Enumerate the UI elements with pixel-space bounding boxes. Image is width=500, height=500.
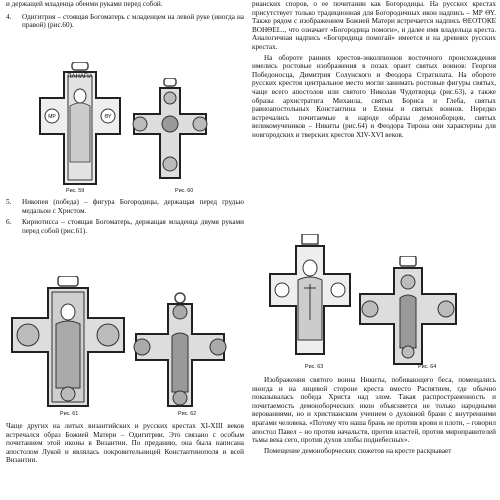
right-paragraph-3: Изображения святого воина Никиты, побивающего беса, помещались иногда и на лицевой стороне креста вместо Распятием, где обычно показывалась победа Христа над злом. Такая распространенность и почитаемость демоноборческих икон объясняется не только народными верованиями, но и христианским учением о духовной брани с внутренними врагами человека. «Потому что наша брань не против крови и плоти, – говорил апостол Павел – но против начальств, против властей, против мироправителей тьмы века сего, против духов злобы поднебесных». xyxy=(252,376,496,445)
right-paragraph-2: На обороте ранних крестов-энколпионов восточного происхождения имелись ростовые изображения в позах орант святых воинов: Георгия Победоносца, Димитрия Солунского и Феодора Стратилата. На обороте русских крестов центральное место могли занимать ростовые фигуры святых, чаще всего апостолов или святого Николая Чудотворца (рис.63), а также образы архистратига Михаила, святых Бориса и Глеба, святых равноапостольных Константина и Елены и святых воинов. Нередко встречались почитаемые в народе образы демоноборцев, святых великомучеников – Никиты (рис.64) и Феодора Тирона они характерны для новгородских и тверских крестов XIV-XVI веков. xyxy=(252,53,496,139)
left-column-list xyxy=(6,198,244,235)
fig59-left-label: МР xyxy=(48,114,56,120)
list-item-6 xyxy=(6,218,244,235)
list-item-4 xyxy=(6,13,244,30)
ornate-cross-image xyxy=(130,292,230,410)
figure-64 xyxy=(356,256,460,368)
left-paragraph-top: и держащей младенца обеими руками перед собой. xyxy=(6,0,163,8)
list-text: Кириотисса – стоящая Богоматерь, держащая младенца двумя руками перед собой (рис.61). xyxy=(22,218,244,235)
left-column-bottom xyxy=(6,422,244,465)
fig60-caption: Рис. 60 xyxy=(175,188,194,194)
figure-63 xyxy=(268,234,352,362)
figure-61 xyxy=(8,276,128,410)
list-item-5 xyxy=(6,198,244,215)
nicholas-cross-image xyxy=(268,234,352,362)
list-number: 4. xyxy=(6,12,12,21)
list-number: 5. xyxy=(6,198,12,206)
figure-59 xyxy=(38,62,122,192)
figure-62 xyxy=(130,292,230,410)
fig61-caption: Рис. 61 xyxy=(60,411,79,417)
fig59-top-label: ПАНАГІА xyxy=(67,74,93,80)
right-column-bottom xyxy=(252,376,496,455)
nikita-cross-image xyxy=(356,256,460,368)
list-number: 6. xyxy=(6,218,12,227)
fig64-caption: Рис. 64 xyxy=(418,364,437,370)
right-paragraph-4: Помещение демоноборческих сюжетов на кресте раскрывает xyxy=(264,446,452,455)
fig59-caption: Рис. 59 xyxy=(66,188,85,194)
right-column-top xyxy=(252,0,496,140)
fig63-caption: Рис. 63 xyxy=(305,364,324,370)
fig59-right-label: ΘΥ xyxy=(104,114,112,120)
fig62-caption: Рис. 62 xyxy=(178,411,197,417)
small-cross-image xyxy=(128,78,212,188)
encolpion-cross-image xyxy=(8,276,128,410)
left-column xyxy=(6,0,244,30)
pendant-cross-image xyxy=(38,62,122,192)
list-text: Никопея (победа) – фигура Богородицы, держащая перед грудью медальон с Христом. xyxy=(22,198,244,215)
figure-60 xyxy=(128,78,212,188)
left-paragraph-bottom: Чаще других на литых византийских и русских крестах XI-XIII веков встречался образ Божией Матери – Одигитрии. Это связано с особым почитанием этой иконы в Византии. По преданию, она была написана апостолом Лукой и являлась покровительницей Константинополя и всей Византии. xyxy=(6,422,244,465)
right-paragraph-1: рианских споров, о ее почитании как Богородицы. На русских крестах присутствует только традиционная для Богородичных икон надпись – МР ΘΥ. Также рядом с изображением Божией Матери встречается надпись ΘЕОТОКЕ ВОНΘЕІ..., что означает «Богородица помоги», и далее имя владельца креста. Аналогичная надпись «Богородица помогай» имеется и на древних русских крестах. xyxy=(252,0,496,51)
list-text: Одигитрия – стоящая Богоматерь с младенцем на левой руке (иногда на правой) (рис.60). xyxy=(22,12,244,30)
